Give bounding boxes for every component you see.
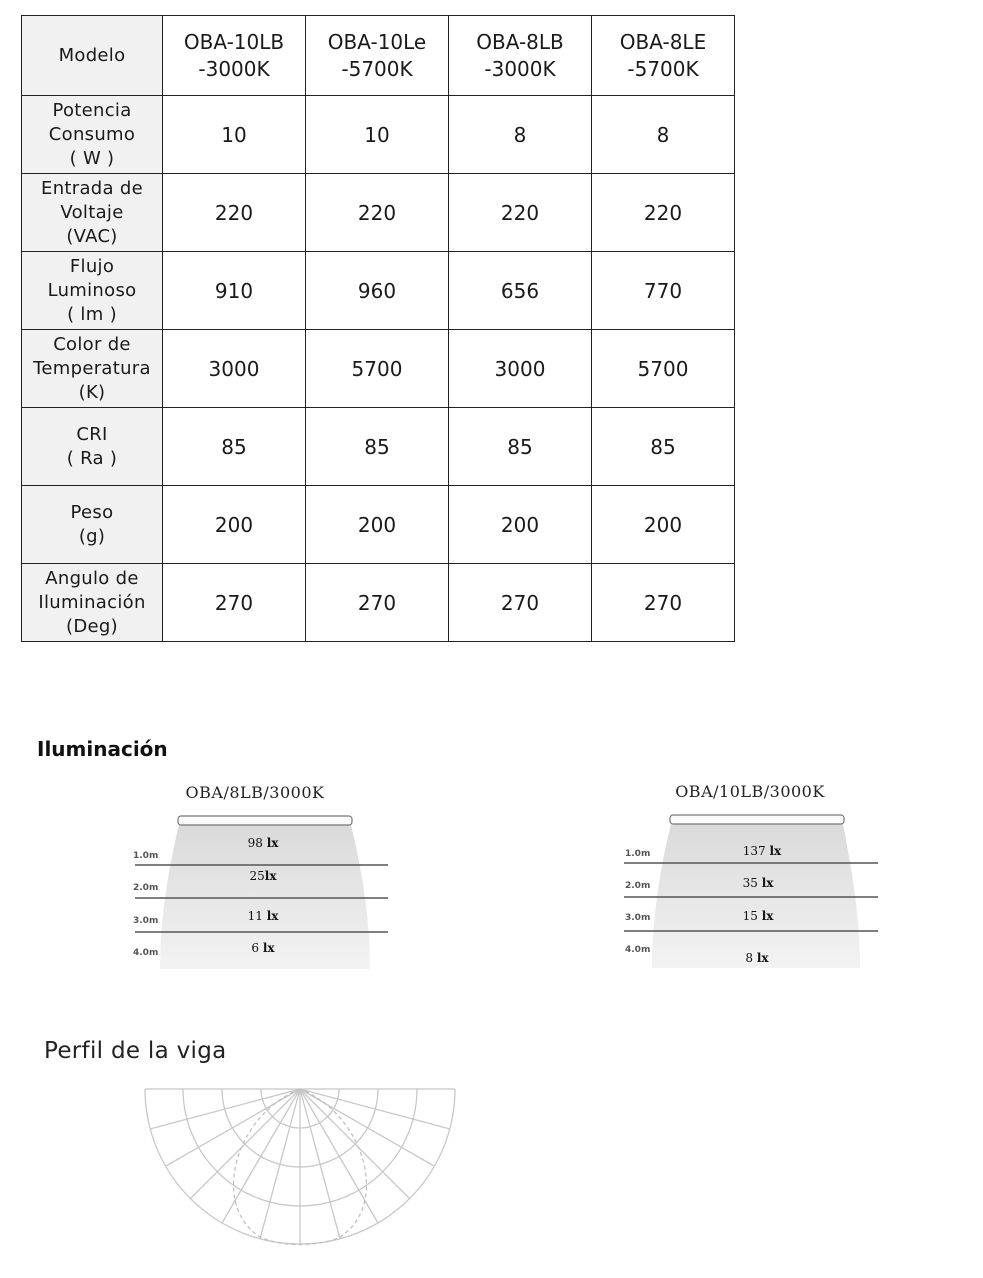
lux-reading: 98 lx: [247, 836, 279, 850]
row-label: Entrada de Voltaje (VAC): [22, 174, 163, 252]
table-cell: 200: [449, 486, 592, 564]
table-row: [22, 252, 735, 330]
table-cell: 85: [163, 408, 306, 486]
lux-reading: 8 lx: [745, 951, 769, 965]
row-label: Flujo Luminoso ( lm ): [22, 252, 163, 330]
table-row: [22, 174, 735, 252]
table-cell: 10: [163, 96, 306, 174]
tube-lamp-icon: [670, 815, 844, 824]
lux-reading: 6 lx: [251, 941, 275, 955]
polar-spoke: [300, 1089, 450, 1129]
lux-reading: 137 lx: [742, 844, 782, 858]
illumination-diagram: [622, 782, 882, 972]
beam-profile-polar-chart: [140, 1085, 460, 1250]
polar-spoke: [260, 1089, 300, 1239]
table-cell: 220: [163, 174, 306, 252]
diagram-model-label: OBA/8LB/3000K: [185, 783, 325, 802]
spec-table: [21, 15, 735, 642]
table-cell: 85: [306, 408, 449, 486]
table-cell: 220: [449, 174, 592, 252]
table-cell: 200: [163, 486, 306, 564]
table-cell: 5700: [592, 330, 735, 408]
beam-profile-title: Perfil de la viga: [44, 1038, 227, 1064]
table-cell: 910: [163, 252, 306, 330]
distance-label: 3.0m: [133, 916, 159, 926]
table-cell: 10: [306, 96, 449, 174]
light-cone-graphic: [622, 808, 882, 973]
tube-lamp-icon: [178, 816, 352, 825]
table-cell: 270: [163, 564, 306, 642]
diagram-model-label: OBA/10LB/3000K: [675, 782, 825, 801]
table-row: [22, 486, 735, 564]
table-cell: 270: [306, 564, 449, 642]
table-cell: 85: [592, 408, 735, 486]
table-cell: 220: [306, 174, 449, 252]
distance-label: 2.0m: [625, 881, 651, 891]
row-label: Angulo de Iluminación (Deg): [22, 564, 163, 642]
model-header: OBA-8LB -3000K: [449, 16, 592, 96]
table-cell: 220: [592, 174, 735, 252]
table-cell: 270: [592, 564, 735, 642]
table-cell: 3000: [449, 330, 592, 408]
model-header: OBA-10Le -5700K: [306, 16, 449, 96]
table-cell: 5700: [306, 330, 449, 408]
table-cell: 656: [449, 252, 592, 330]
lux-reading: 15 lx: [742, 909, 774, 923]
lux-reading: 35 lx: [742, 876, 774, 890]
distance-label: 4.0m: [133, 948, 159, 958]
table-cell: 200: [592, 486, 735, 564]
model-header: OBA-8LE -5700K: [592, 16, 735, 96]
table-header-row: [22, 16, 735, 96]
distance-label: 1.0m: [625, 849, 651, 859]
row-label: CRI ( Ra ): [22, 408, 163, 486]
polar-spoke: [150, 1089, 300, 1129]
header-label: Modelo: [22, 16, 163, 96]
row-label: Potencia Consumo ( W ): [22, 96, 163, 174]
illumination-title: Iluminación: [37, 737, 168, 761]
row-label: Color de Temperatura (K): [22, 330, 163, 408]
table-cell: 960: [306, 252, 449, 330]
lux-reading: 11 lx: [247, 909, 279, 923]
table-cell: 85: [449, 408, 592, 486]
table-row: [22, 330, 735, 408]
table-row: [22, 408, 735, 486]
table-row: [22, 564, 735, 642]
table-cell: 200: [306, 486, 449, 564]
distance-label: 1.0m: [133, 851, 159, 861]
table-cell: 8: [449, 96, 592, 174]
distance-label: 2.0m: [133, 883, 159, 893]
table-cell: 8: [592, 96, 735, 174]
table-row: [22, 96, 735, 174]
model-header: OBA-10LB -3000K: [163, 16, 306, 96]
table-cell: 270: [449, 564, 592, 642]
row-label: Peso (g): [22, 486, 163, 564]
table-cell: 770: [592, 252, 735, 330]
lux-reading: 25lx: [249, 869, 277, 883]
distance-label: 3.0m: [625, 913, 651, 923]
table-cell: 3000: [163, 330, 306, 408]
distance-label: 4.0m: [625, 945, 651, 955]
illumination-diagram: [130, 783, 390, 973]
light-cone: [652, 820, 860, 968]
